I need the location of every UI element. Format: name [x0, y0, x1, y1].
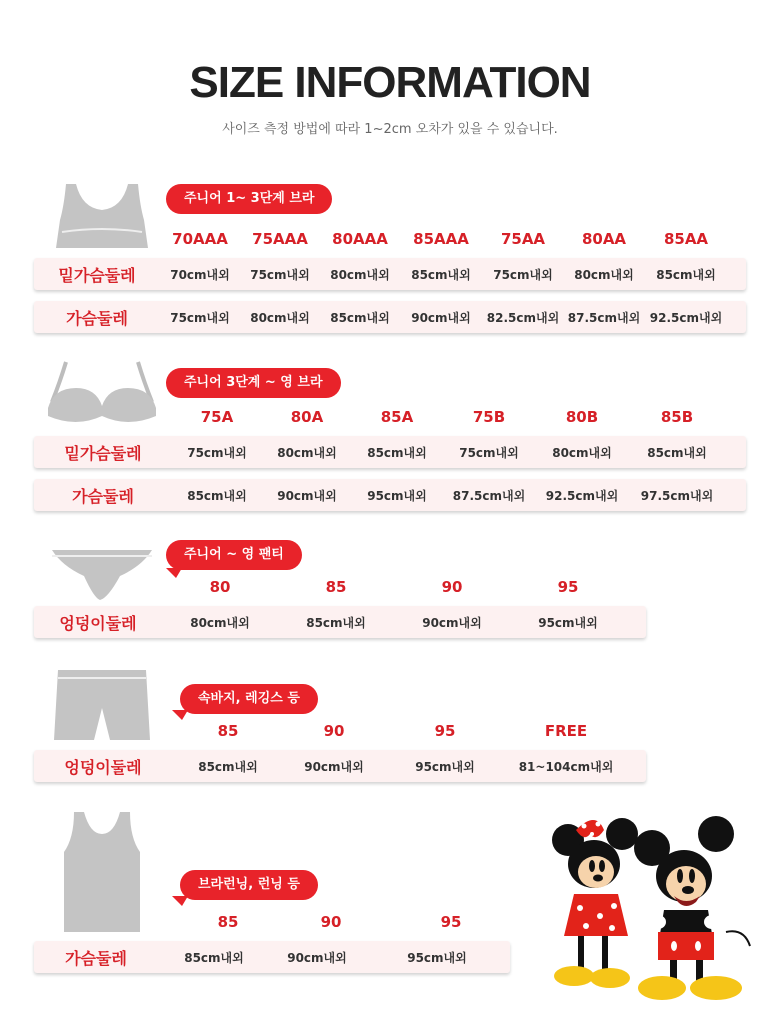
size-label: 95 [557, 578, 579, 596]
row-value: 70cm내외 [170, 267, 230, 282]
measurement-row-hip [34, 750, 646, 782]
row-value: 95cm내외 [367, 488, 427, 503]
row-label: 가슴둘레 [72, 486, 134, 506]
measurement-row-bust [34, 301, 746, 333]
row-label: 밑가슴둘레 [64, 443, 142, 463]
row-value: 97.5cm내외 [640, 488, 714, 503]
measurement-row-underbust [34, 258, 746, 290]
size-label: 75AA [500, 230, 546, 248]
wire-bra-icon [44, 358, 160, 430]
size-header-row [162, 578, 626, 596]
measurement-row-bust [34, 479, 746, 511]
measurement-row-hip [34, 606, 646, 638]
row-value: 87.5cm내외 [452, 488, 526, 503]
size-label: 90 [323, 722, 345, 740]
size-label: 90 [441, 578, 463, 596]
shorts-icon [52, 668, 152, 742]
row-value: 90cm내외 [277, 488, 337, 503]
row-value: 87.5cm내외 [567, 310, 641, 325]
size-label: 70AAA [172, 230, 228, 248]
size-label: 75A [200, 408, 234, 426]
size-label: 95 [440, 913, 462, 931]
row-value: 82.5cm내외 [486, 310, 560, 325]
row-value: 90cm내외 [422, 615, 482, 630]
category-pill: 브라런닝, 런닝 등 [180, 870, 318, 900]
mickey-minnie-illustration [540, 812, 760, 1008]
size-label: 80AAA [332, 230, 388, 248]
row-value: 75cm내외 [250, 267, 310, 282]
measurement-row-underbust [34, 436, 746, 468]
bra-top-icon [52, 182, 152, 252]
row-value: 75cm내외 [459, 445, 519, 460]
row-label: 가슴둘레 [65, 948, 127, 968]
row-value: 85cm내외 [330, 310, 390, 325]
size-header-row [172, 408, 726, 426]
row-value: 75cm내외 [170, 310, 230, 325]
pill-tail [172, 710, 188, 720]
row-label: 엉덩이둘레 [59, 613, 137, 633]
page-subtitle: 사이즈 측정 방법에 따라 1~2cm 오차가 있을 수 있습니다. [222, 122, 558, 137]
row-value: 80cm내외 [250, 310, 310, 325]
pill-tail [172, 896, 188, 906]
size-label: 75B [472, 408, 506, 426]
panty-icon [50, 546, 154, 602]
row-value: 90cm내외 [304, 759, 364, 774]
size-label: 85AA [663, 230, 709, 248]
size-label: 80AA [581, 230, 627, 248]
row-value: 80cm내외 [330, 267, 390, 282]
pill-tail [166, 568, 182, 578]
row-label: 가슴둘레 [66, 308, 128, 328]
row-value: 85cm내외 [184, 950, 244, 965]
size-header-row [172, 722, 626, 740]
row-value: 80cm내외 [190, 615, 250, 630]
row-value: 85cm내외 [411, 267, 471, 282]
row-value: 92.5cm내외 [649, 310, 723, 325]
size-label: 90 [320, 913, 342, 931]
row-label: 엉덩이둘레 [64, 757, 142, 777]
size-label: 85 [217, 722, 239, 740]
row-label: 밑가슴둘레 [58, 265, 136, 285]
row-value: 85cm내외 [198, 759, 258, 774]
size-label: FREE [544, 722, 588, 740]
size-header-row [172, 913, 524, 931]
tank-top-icon [56, 810, 148, 934]
category-pill: 속바지, 레깅스 등 [180, 684, 318, 714]
category-pill: 주니어 1~ 3단계 브라 [166, 184, 332, 214]
measurement-row-bust [34, 941, 510, 973]
size-label: 85 [217, 913, 239, 931]
size-header-row [160, 230, 728, 248]
row-value: 90cm내외 [411, 310, 471, 325]
size-label: 80A [290, 408, 324, 426]
mickey-mouse-icon [634, 816, 750, 1000]
size-label: 85 [325, 578, 347, 596]
row-value: 75cm내외 [493, 267, 553, 282]
row-value: 85cm내외 [306, 615, 366, 630]
row-value: 95cm내외 [415, 759, 475, 774]
size-label: 80 [209, 578, 231, 596]
size-label: 85A [380, 408, 414, 426]
minnie-mouse-icon [552, 818, 638, 988]
row-value: 92.5cm내외 [545, 488, 619, 503]
row-value: 90cm내외 [287, 950, 347, 965]
size-label: 75AAA [252, 230, 308, 248]
row-value: 95cm내외 [407, 950, 467, 965]
row-value: 85cm내외 [367, 445, 427, 460]
category-pill: 주니어 3단계 ~ 영 브라 [166, 368, 341, 398]
size-label: 80B [565, 408, 599, 426]
row-value: 80cm내외 [277, 445, 337, 460]
row-value: 80cm내외 [552, 445, 612, 460]
page-title: SIZE INFORMATION [189, 58, 591, 107]
row-value: 85cm내외 [656, 267, 716, 282]
row-value: 75cm내외 [187, 445, 247, 460]
row-value: 81~104cm내외 [518, 759, 614, 774]
row-value: 85cm내외 [187, 488, 247, 503]
row-value: 95cm내외 [538, 615, 598, 630]
row-value: 85cm내외 [647, 445, 707, 460]
category-pill: 주니어 ~ 영 팬티 [166, 540, 302, 570]
size-label: 85AAA [413, 230, 469, 248]
row-value: 80cm내외 [574, 267, 634, 282]
size-label: 85B [660, 408, 694, 426]
size-label: 95 [434, 722, 456, 740]
